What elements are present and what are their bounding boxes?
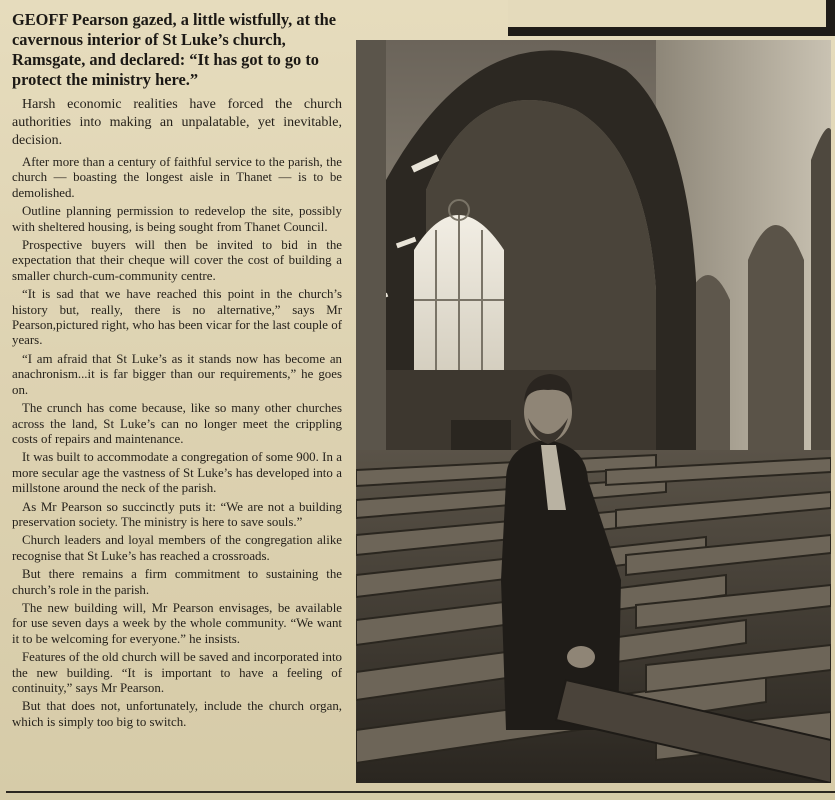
top-border-rule bbox=[508, 0, 835, 36]
article-paragraph: Outline planning permission to redevelop the site, possibly with sheltered housing, is being sought from Thanet Council. bbox=[12, 204, 342, 234]
article-paragraph: Prospective buyers will then be invited to bid in the expectation that their cheque will cover the cost of building a smaller church-cum-community centre. bbox=[12, 238, 342, 283]
article-paragraph: The new building will, Mr Pearson envisages, be available for use seven days a week by the whole community. “We want it to be welcoming for everyone.” he insists. bbox=[12, 600, 342, 646]
chancel-floor bbox=[386, 370, 656, 460]
altar bbox=[451, 420, 511, 450]
article-paragraph: The crunch has come because, like so many other churches across the land, St Luke’s can no longer meet the crippling costs of repairs and maintenance. bbox=[12, 401, 342, 446]
church-interior-photo bbox=[356, 40, 831, 783]
top-border-paper bbox=[508, 0, 826, 27]
article-paragraph: Church leaders and loyal members of the congregation alike recognise that St Luke’s has reached a crossroads. bbox=[12, 533, 342, 563]
article-paragraph: “I am afraid that St Luke’s as it stands now has become an anachronism...it is far bigger than our requirements,” he goes on. bbox=[12, 351, 342, 397]
article-paragraph: As Mr Pearson so succinctly puts it: “We are not a building preservation society. The ministry is here to save souls.” bbox=[12, 499, 342, 529]
article-paragraph: Features of the old church will be saved and incorporated into the new building. “It is important to have a feeling of continuity,” says Mr Pearson. bbox=[12, 650, 342, 695]
bottom-border-rule bbox=[6, 791, 835, 793]
article-paragraph: But that does not, unfortunately, include the church organ, which is simply too big to switch. bbox=[12, 699, 342, 729]
article-headline: GEOFF Pearson gazed, a little wistfully, at the cavernous interior of St Luke’s church, Ramsgate, and declared: “It has got to go to protect the ministry here.” bbox=[12, 10, 336, 89]
article-column bbox=[12, 10, 342, 790]
photo-illustration bbox=[356, 40, 831, 783]
left-pillar bbox=[356, 40, 386, 470]
article-paragraph: But there remains a firm commitment to sustaining the church’s role in the parish. bbox=[12, 567, 342, 597]
arcade-arch bbox=[748, 225, 804, 460]
article-paragraph: After more than a century of faithful service to the parish, the church — boasting the longest aisle in Thanet — is to be demolished. bbox=[12, 155, 342, 200]
article-paragraph: Harsh economic realities have forced the church authorities into making an unpalatable, yet inevitable, decision. bbox=[12, 97, 342, 148]
arcade-arch bbox=[811, 128, 831, 460]
article-paragraph: It was built to accommodate a congregation of some 900. In a more secular age the vastness of St Luke’s has developed into a millstone around the neck of the parish. bbox=[12, 450, 342, 496]
article-paragraph: “It is sad that we have reached this point in the church’s history but, really, there is no alternative,” says Mr Pearson,pictured right, who has been vicar for the last couple of years. bbox=[12, 287, 342, 348]
